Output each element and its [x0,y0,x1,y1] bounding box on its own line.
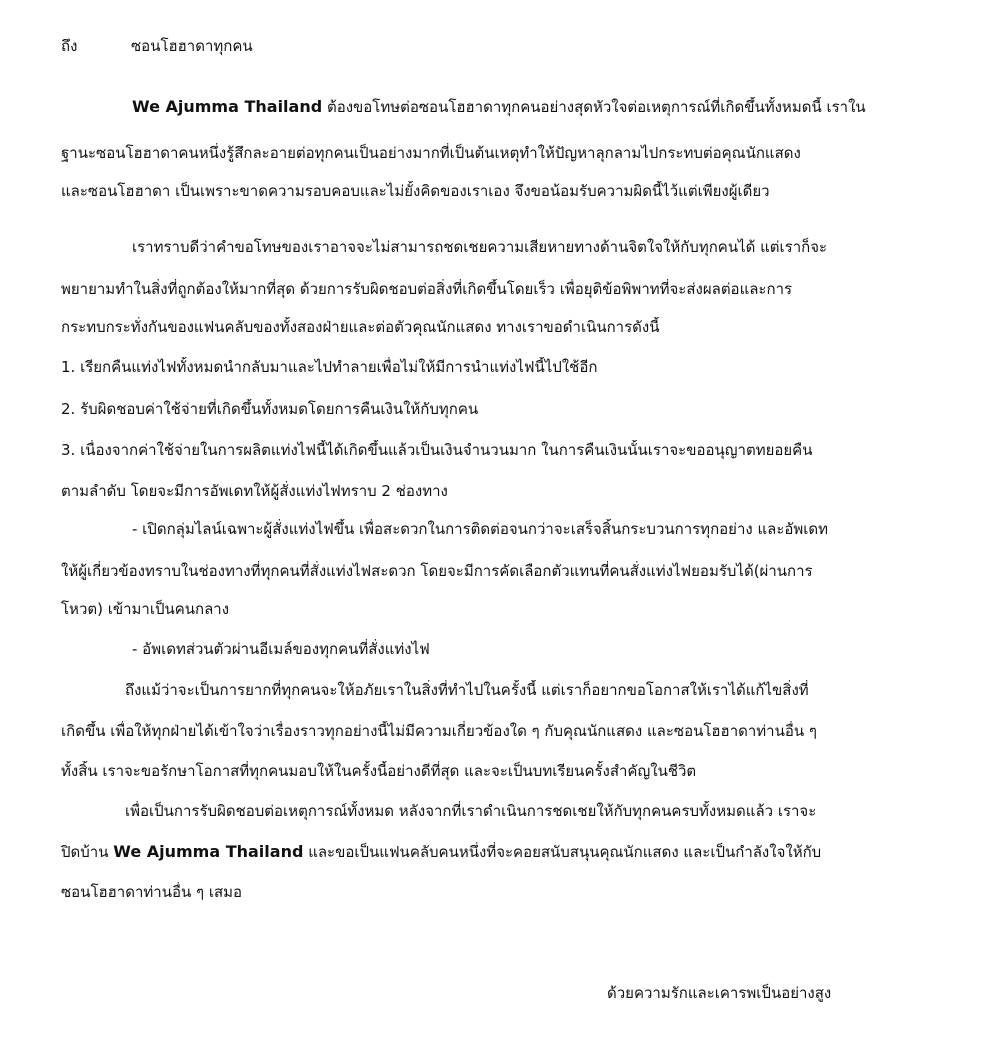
paragraph-2-line-1: เราทราบดีว่าคำขอโทษของเราอาจจะไม่สามารถชดเชยความเสียหายทางด้านจิตใจให้กับทุกคนได้ แต่เราก็จะ [132,238,828,256]
channel-1-line-1: - เปิดกลุ่มไลน์เฉพาะผู้สั่งแท่งไฟขึ้น เพื่อสะดวกในการติดต่อจนกว่าจะเสร็จสิ้นกระบวนการทุกอย่าง และอัพเดท [132,520,829,538]
channel-1-line-3: โหวต) เข้ามาเป็นคนกลาง [61,600,230,618]
paragraph-4-line-2 [61,842,941,862]
salutation-recipient: ซอนโฮฮาดาทุกคน [131,37,253,55]
paragraph-1-line-1-text: ต้องขอโทษต่อซอนโฮฮาดาทุกคนอย่างสุดหัวใจต่อเหตุการณ์ที่เกิดขึ้นทั้งหมดนี้ เราใน [322,98,866,116]
paragraph-4-line-2-pre: ปิดบ้าน [61,843,114,861]
list-item-3-line-1: 3. เนื่องจากค่าใช้จ่ายในการผลิตแท่งไฟนี้ได้เกิดขึ้นแล้วเป็นเงินจำนวนมาก ในการคืนเงินนั้นเราจะขออนุญาตทยอยคืน [61,441,813,459]
channel-1-line-2: ให้ผู้เกี่ยวข้องทราบในช่องทางที่ทุกคนที่สั่งแท่งไฟสะดวก โดยจะมีการคัดเลือกตัวแทนที่คนสั่งแท่งไฟยอมรับได้(ผ่านการ [61,562,813,580]
salutation-to: ถึง [61,37,78,55]
paragraph-3-line-3: ทั้งสิ้น เราจะขอรักษาโอกาสที่ทุกคนมอบให้ในครั้งนี้อย่างดีที่สุด และจะเป็นบทเรียนครั้งสำคัญในชีวิต [61,762,697,780]
paragraph-1-line-2: ฐานะซอนโฮฮาดาคนหนึ่งรู้สึกละอายต่อทุกคนเป็นอย่างมากที่เป็นต้นเหตุทำให้ปัญหาลุกลามไปกระทบต่อคุณนักแสดง [61,144,801,162]
closing-signoff: ด้วยความรักและเคารพเป็นอย่างสูง [607,984,832,1002]
paragraph-4-line-1: เพื่อเป็นการรับผิดชอบต่อเหตุการณ์ทั้งหมด หลังจากที่เราดำเนินการชดเชยให้กับทุกคนครบทั้งหมดแล้ว เราจะ [125,802,817,820]
paragraph-4-line-2-post: และขอเป็นแฟนคลับคนหนึ่งที่จะคอยสนับสนุนคุณนักแสดง และเป็นกำลังใจให้กับ [303,843,822,861]
channel-2: - อัพเดทส่วนตัวผ่านอีเมล์ของทุกคนที่สั่งแท่งไฟ [132,640,430,658]
paragraph-3-line-2: เกิดขึ้น เพื่อให้ทุกฝ่ายได้เข้าใจว่าเรื่องราวทุกอย่างนี้ไม่มีความเกี่ยวข้องใด ๆ กับคุณนักแสดง และซอนโฮฮาดาท่านอื่น ๆ [61,722,817,740]
paragraph-2-line-2: พยายามทำในสิ่งที่ถูกต้องให้มากที่สุด ด้วยการรับผิดชอบต่อสิ่งที่เกิดขึ้นโดยเร็ว เพื่อยุติข้อพิพาทที่จะส่งผลต่อและการ [61,280,793,298]
paragraph-1-line-1 [132,97,942,117]
list-item-1: 1. เรียกคืนแท่งไฟทั้งหมดนำกลับมาและไปทำลายเพื่อไม่ให้มีการนำแท่งไฟนี้ไปใช้อีก [61,358,598,376]
list-item-3-line-2: ตามลำดับ โดยจะมีการอัพเดทให้ผู้สั่งแท่งไฟทราบ 2 ช่องทาง [61,482,448,500]
list-item-2: 2. รับผิดชอบค่าใช้จ่ายที่เกิดขึ้นทั้งหมดโดยการคืนเงินให้กับทุกคน [61,400,479,418]
org-name-closing: We Ajumma Thailand [113,842,304,861]
paragraph-3-line-1: ถึงแม้ว่าจะเป็นการยากที่ทุกคนจะให้อภัยเราในสิ่งที่ทำไปในครั้งนี้ แต่เราก็อยากขอโอกาสให้เราได้แก้ไขสิ่งที่ [125,681,809,699]
paragraph-2-line-3: กระทบกระทั่งกันของแฟนคลับของทั้งสองฝ่ายและต่อตัวคุณนักแสดง ทางเราขอดำเนินการดังนี้ [61,318,660,336]
paragraph-4-line-3: ซอนโฮฮาดาท่านอื่น ๆ เสมอ [61,883,242,901]
org-name: We Ajumma Thailand [132,97,323,116]
paragraph-1-line-3: และซอนโฮฮาดา เป็นเพราะขาดความรอบคอบและไม่ยั้งคิดของเราเอง จึงขอน้อมรับความผิดนี้ไว้แต่เพียงผู้เดียว [61,182,770,200]
